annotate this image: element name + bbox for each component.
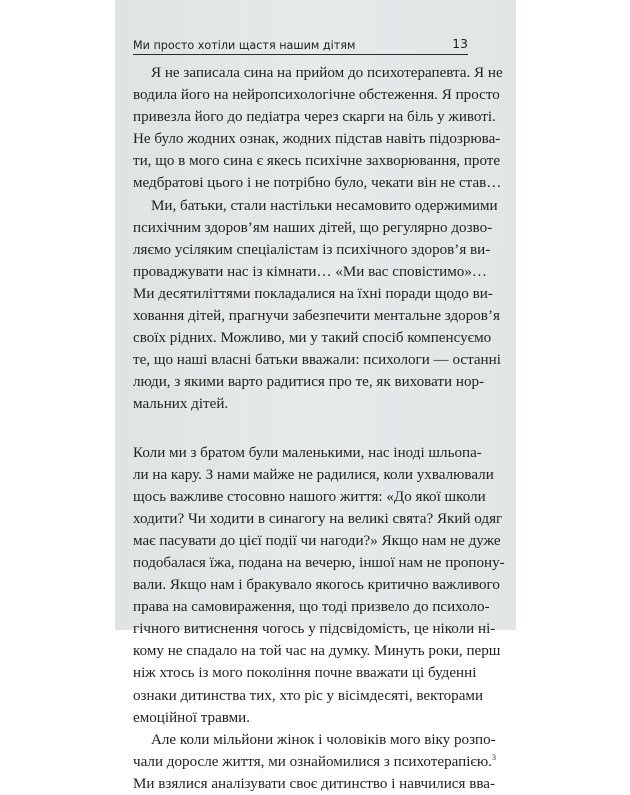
text-line: проваджувати нас із кімнати… «Ми вас сповістимо»… — [133, 263, 487, 280]
text-line: ти, що в мого сина є якесь психічне захворювання, проте — [133, 153, 501, 170]
body-text — [133, 62, 505, 795]
text-line: Не було жодних ознак, жодних підстав навіть підозрюва- — [133, 131, 501, 148]
text-line: медбратові цього і не потрібно було, чекати він не став… — [133, 175, 502, 192]
text-line: привезла його до педіатра через скарги на біль у животі. — [133, 109, 496, 126]
paragraph — [133, 62, 503, 195]
text-line: своїх рідних. Можливо, ми у такий спосіб компенсуємо — [133, 330, 492, 347]
text-line: Але коли мільйони жінок і чоловіків мого віку розпо- — [151, 731, 496, 748]
text-line: права на самовираження, що тоді призвело до психоло- — [133, 599, 490, 616]
text-line: ли на кару. З нами майже не радилися, коли ухвалювали — [133, 466, 494, 483]
section-break — [133, 416, 469, 442]
paragraph — [133, 442, 505, 729]
text-line: кому не спадало на той час на думку. Минуть роки, перш — [133, 643, 501, 660]
text-line: емоційної травми. — [133, 709, 251, 726]
text-line-content: чали доросле життя, ми ознайомилися з психотерапією. — [133, 753, 492, 770]
paragraph — [133, 729, 496, 795]
text-line: психічним здоров’ям наших дітей, що регулярно дозво- — [133, 219, 493, 236]
text-line: подобалася їжа, подана на вечерю, іншої нам не пропону- — [133, 554, 505, 571]
page-number: 13 — [452, 36, 468, 51]
text-line: водила його на нейропсихологічне обстеження. Я просто — [133, 87, 500, 104]
text-line: люди, з якими варто радитися про те, як виховати нор- — [133, 374, 485, 391]
text-line: Я не записала сина на прийом до психотерапевта. Я не — [151, 65, 503, 81]
footnote-ref[interactable]: 3 — [491, 752, 496, 762]
text-line: мальних дітей. — [133, 396, 229, 413]
text-line: вали. Якщо нам і бракувало якогось критично важливого — [133, 577, 500, 594]
book-page — [115, 0, 516, 792]
text-line: ховання дітей, прагнучи забезпечити ментальне здоров’я — [133, 308, 500, 325]
text-line: Ми взялися аналізувати своє дитинство і навчилися вва- — [133, 775, 495, 792]
paragraph — [133, 195, 501, 416]
text-line: Ми десятиліттями покладалися на їхні поради щодо ви- — [133, 285, 493, 302]
text-line: те, що наші власні батьки вважали: психологи — останні — [133, 352, 501, 369]
text-line-with-footnote — [133, 751, 496, 773]
text-line: має пасувати до цієї події чи нагоди?» Якщо нам не дуже — [133, 532, 501, 549]
text-line: ознаки дитинства тих, хто ріс у вісімдесяті, векторами — [133, 687, 484, 704]
running-head — [133, 37, 468, 55]
text-line: Ми, батьки, стали настільки несамовито одержимими — [151, 197, 498, 214]
text-line: Коли ми з братом були маленькими, нас іноді шльопа- — [133, 444, 482, 461]
text-line: ляємо усіляким спеціалістам із психічного здоров’я ви- — [133, 241, 491, 258]
running-title: Ми просто хотіли щастя нашим дітям — [133, 39, 356, 52]
text-line: гічного витиснення чогось у підсвідомість, це ніколи ні- — [133, 621, 496, 638]
text-line: щось важливе стосовно нашого життя: «До якої школи — [133, 488, 486, 505]
text-line: ходити? Чи ходити в синагогу на великі свята? Який одяг — [133, 510, 503, 527]
text-line: ніж хтось із мого покоління почне вважати ці буденні — [133, 665, 477, 682]
